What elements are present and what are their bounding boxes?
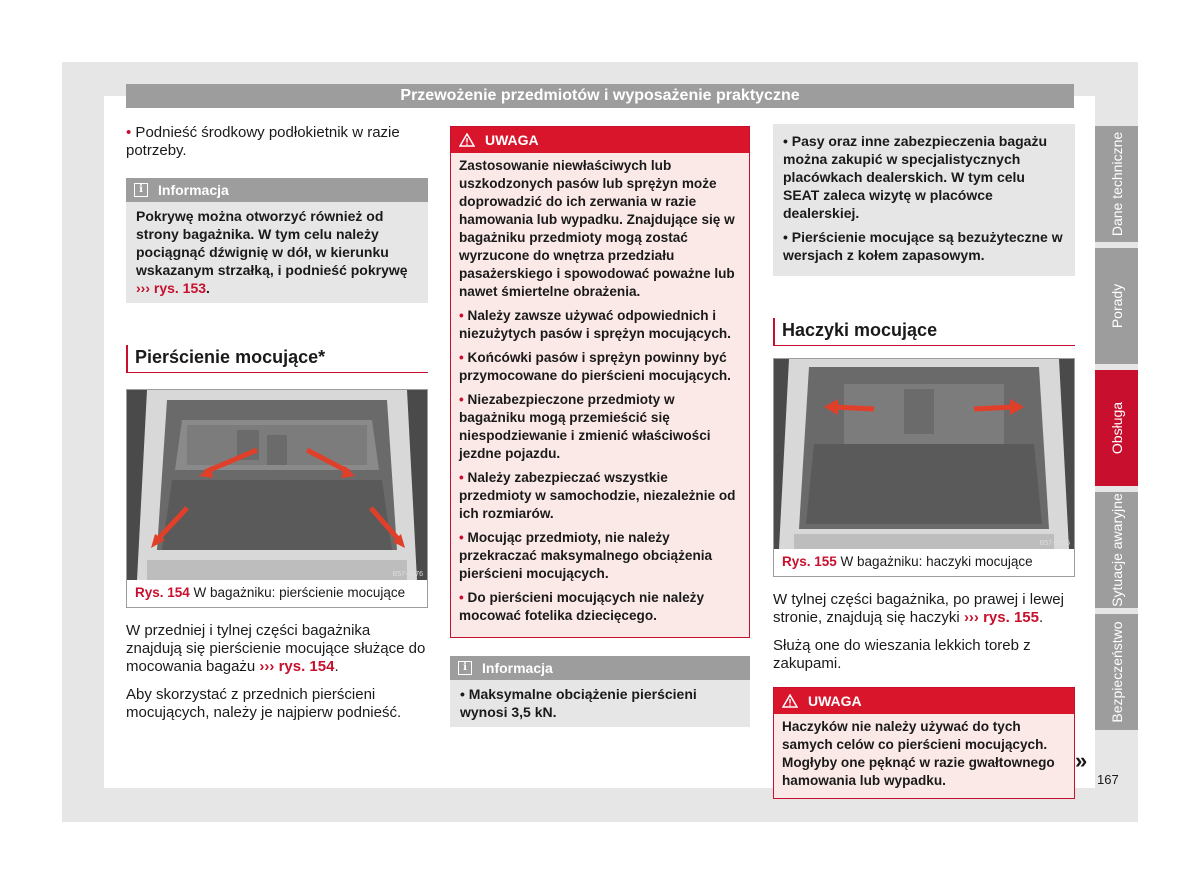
side-tab-label: Porady [1108,283,1125,329]
warning-triangle-icon [459,133,475,147]
warning-bullet: • Należy zawsze używać odpowiednich i niezużytych pasów i sprężyn mocujących. [459,308,731,341]
info-icon: i [134,183,148,197]
figure-number: Rys. 154 [135,585,190,600]
info-text: Pokrywę można otworzyć również od strony bagażnika. W tym celu należy pociągnąć dźwignię w dół, w kierunku wskazanym strzałką, i podnieść pokrywę [136,208,408,278]
info-label: Informacja [482,660,553,676]
hooks-paragraph-1 [773,591,1075,627]
info-body: • Maksymalne obciążenie pierścieni wynosi 3,5 kN. [460,686,697,720]
warning-box-hooks [773,687,1075,799]
para-text: W tylnej części bagażnika, po prawej i lewej stronie, znajdują się haczyki [773,591,1064,626]
para-tail: . [334,658,339,675]
info-body [126,202,428,303]
column-left [126,124,428,732]
side-tab-obsluga[interactable] [1095,370,1138,486]
para-tail: . [1038,609,1044,626]
warning-bullet: • Niezabezpieczone przedmioty w bagażniku mogą przemieścić się niespodziewanie i zmienić właściwości jezdne pojazdu. [459,392,711,461]
column-middle [450,126,750,727]
figure-154 [126,389,428,608]
side-tab-label: Dane techniczne [1108,131,1125,237]
warning-bullet-text: Końcówki pasów i sprężyn powinny być przymocowane do pierścieni mocujących. [459,350,731,383]
accessories-box [773,124,1075,276]
info-label: Informacja [158,182,229,198]
warning-header [774,688,1074,714]
accessories-bullet: • Pierścienie mocujące są bezużyteczne w wersjach z kołem zapasowym. [783,229,1063,263]
figure-reference-link[interactable]: ››› rys. 153 [136,280,207,296]
warning-intro: Zastosowanie niewłaściwych lub uszkodzonych pasów lub sprężyn może doprowadzić do ich zerwania w razie hamowania lub wypadku. Znajdujące się w bagażniku przedmioty mogą zostać wyrzucone do wnętrza przedziału pasażerskiego i spowodować poważne lub nawet śmiertelne obrażenia. [459,158,735,299]
trunk-illustration [127,390,427,580]
rings-paragraph-2: Aby skorzystać z przednich pierścieni mocujących, należy je najpierw podnieść. [126,686,402,721]
column-right [773,124,1075,799]
warning-triangle-icon [782,694,798,708]
side-tab-bezpieczenstwo[interactable] [1095,614,1138,730]
section-title-rings: Pierścienie mocujące* [126,347,428,373]
warning-bullet-text: Niezabezpieczone przedmioty w bagażniku mogą przemieścić się niespodziewanie i zmienić właściwości jezdne pojazdu. [459,392,711,461]
bullet-marker: • [126,124,132,141]
para-text: W przedniej i tylnej części bagażnika znajdują się pierścienie mocujące służące do mocowania bagażu [126,622,426,675]
figure-caption-text: W bagażniku: pierścienie mocujące [189,585,406,600]
chapter-header: Przewożenie przedmiotów i wyposażenie praktyczne [126,84,1074,108]
warning-body [451,153,749,637]
info-icon: i [458,661,472,675]
warning-bullet-text: Mocując przedmioty, nie należy przekraczać maksymalnego obciążenia pierścieni mocujących. [459,530,713,581]
side-tab-label: Obsługa [1108,401,1125,455]
figure-caption [127,580,427,607]
figure-155 [773,358,1075,577]
info-header [126,178,428,202]
warning-bullet-text: Do pierścieni mocujących nie należy mocować fotelika dziecięcego. [459,590,705,623]
intro-paragraph [126,124,428,160]
figure-caption-text: W bagażniku: haczyki mocujące [836,554,1033,569]
info-box-load [450,656,750,727]
side-tab-label: Bezpieczeństwo [1108,621,1125,723]
intro-text: Podnieść środkowy podłokietnik w razie potrzeby. [126,124,400,159]
accessories-bullet-text: Pierścienie mocujące są bezużyteczne w wersjach z kołem zapasowym. [783,229,1063,263]
figure-code: B57-0095 [1039,540,1070,547]
figure-caption [774,549,1074,576]
figure-reference-link[interactable]: ››› rys. 155 [963,609,1039,626]
page-number: 167 [1097,772,1119,787]
trunk-hooks-image [774,359,1074,549]
continue-arrow-icon: » [1075,748,1088,773]
warning-bullet: • Do pierścieni mocujących nie należy mocować fotelika dziecięcego. [459,590,705,623]
warning-bullet-text: Należy zabezpieczać wszystkie przedmioty w samochodzie, niezależnie od ich rozmiarów. [459,470,736,521]
figure-number: Rys. 155 [782,554,837,569]
section-title-hooks: Haczyki mocujące [773,320,1075,346]
side-tab-sytuacje-awaryjne[interactable] [1095,492,1138,608]
info-box-cover [126,178,428,303]
warning-text: Haczyków nie należy używać do tych samych celów co pierścieni mocujących. Mogłyby one pęknąć w razie gwałtownego hamowania lub wypadku. [782,719,1055,788]
trunk-illustration [774,359,1074,549]
figure-code: B57-0076 [392,571,423,578]
warning-bullet: • Mocując przedmioty, nie należy przekraczać maksymalnego obciążenia pierścieni mocujących. [459,530,713,581]
warning-label: UWAGA [485,132,539,148]
info-header [450,656,750,680]
warning-bullet-text: Należy zawsze używać odpowiednich i niezużytych pasów i sprężyn mocujących. [459,308,731,341]
warning-bullet: • Końcówki pasów i sprężyn powinny być przymocowane do pierścieni mocujących. [459,350,731,383]
figure-reference-link[interactable]: ››› rys. 154 [259,658,335,675]
warning-header [451,127,749,153]
warning-label: UWAGA [808,693,862,709]
warning-body [774,714,1074,798]
accessories-bullet-text: Pasy oraz inne zabezpieczenia bagażu można zakupić w specjalistycznych placówkach dealerskich. W tym celu SEAT zaleca wizytę w placówce dealerskiej. [783,133,1047,221]
side-tab-dane-techniczne[interactable] [1095,126,1138,242]
rings-paragraph-1 [126,622,428,676]
warning-box-straps [450,126,750,638]
side-tab-porady[interactable] [1095,248,1138,364]
info-text: Maksymalne obciążenie pierścieni wynosi 3,5 kN. [460,686,697,720]
warning-bullet: • Należy zabezpieczać wszystkie przedmioty w samochodzie, niezależnie od ich rozmiarów. [459,470,736,521]
trunk-rings-image [127,390,427,580]
hooks-paragraph-2: Służą one do wieszania lekkich toreb z zakupami. [773,637,1031,672]
accessories-bullet: • Pasy oraz inne zabezpieczenia bagażu można zakupić w specjalistycznych placówkach dealerskich. W tym celu SEAT zaleca wizytę w placówce dealerskiej. [783,133,1047,221]
info-tail: . [206,280,210,296]
side-tab-label: Sytuacje awaryjne [1108,493,1125,607]
